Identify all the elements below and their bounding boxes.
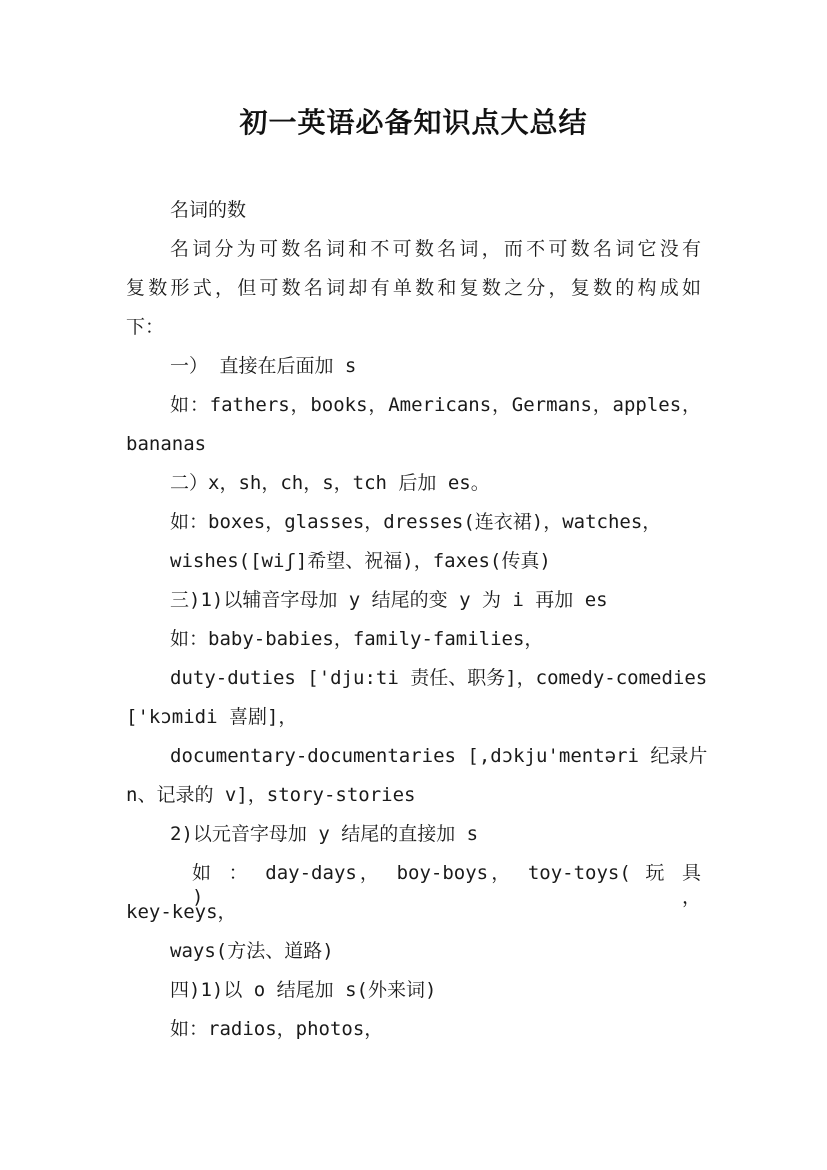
text-line: ['kɔmidi 喜剧]， <box>126 706 298 728</box>
text-line: 四)1)以 o 结尾加 s(外来词) <box>170 979 437 1001</box>
text-line: 如：baby-babies，family-families， <box>170 628 544 650</box>
text-line: 一） 直接在后面加 s <box>170 355 357 377</box>
text-line: 如：radios，photos， <box>170 1018 384 1040</box>
text-line: ways(方法、道路) <box>170 940 334 962</box>
text-line: 名词的数 <box>170 199 247 221</box>
text-line: duty-duties ['dju:ti 责任、职务]，comedy-comedies <box>170 667 708 689</box>
text-line: 二）x，sh，ch，s，tch 后加 es。 <box>170 472 490 494</box>
text-line: 如：fathers，books，Americans，Germans，apples， <box>170 394 701 416</box>
text-line: 2)以元音字母加 y 结尾的直接加 s <box>170 823 479 845</box>
text-line: 复数形式，但可数名词却有单数和复数之分，复数的构成如 <box>126 277 701 299</box>
text-line: 三)1)以辅音字母加 y 结尾的变 y 为 i 再加 es <box>170 589 608 611</box>
text-line: 下： <box>126 316 165 338</box>
text-line: bananas <box>126 433 207 455</box>
text-line: key-keys， <box>126 901 237 923</box>
text-line: documentary-documentaries [,dɔkju'mentəri 纪录片 <box>170 745 708 767</box>
text-line: n、记录的 v]，story-stories <box>126 784 416 806</box>
text-line: wishes([wiʃ]希望、祝福)，faxes(传真) <box>170 550 551 572</box>
text-line: 如 ： day-days， boy-boys， toy-toys( 玩 具 )， <box>192 862 701 908</box>
page-title: 初一英语必备知识点大总结 <box>239 106 588 139</box>
text-line: 如：boxes，glasses，dresses(连衣裙)，watches， <box>170 511 662 533</box>
text-line: 名词分为可数名词和不可数名词，而不可数名词它没有 <box>170 238 701 260</box>
